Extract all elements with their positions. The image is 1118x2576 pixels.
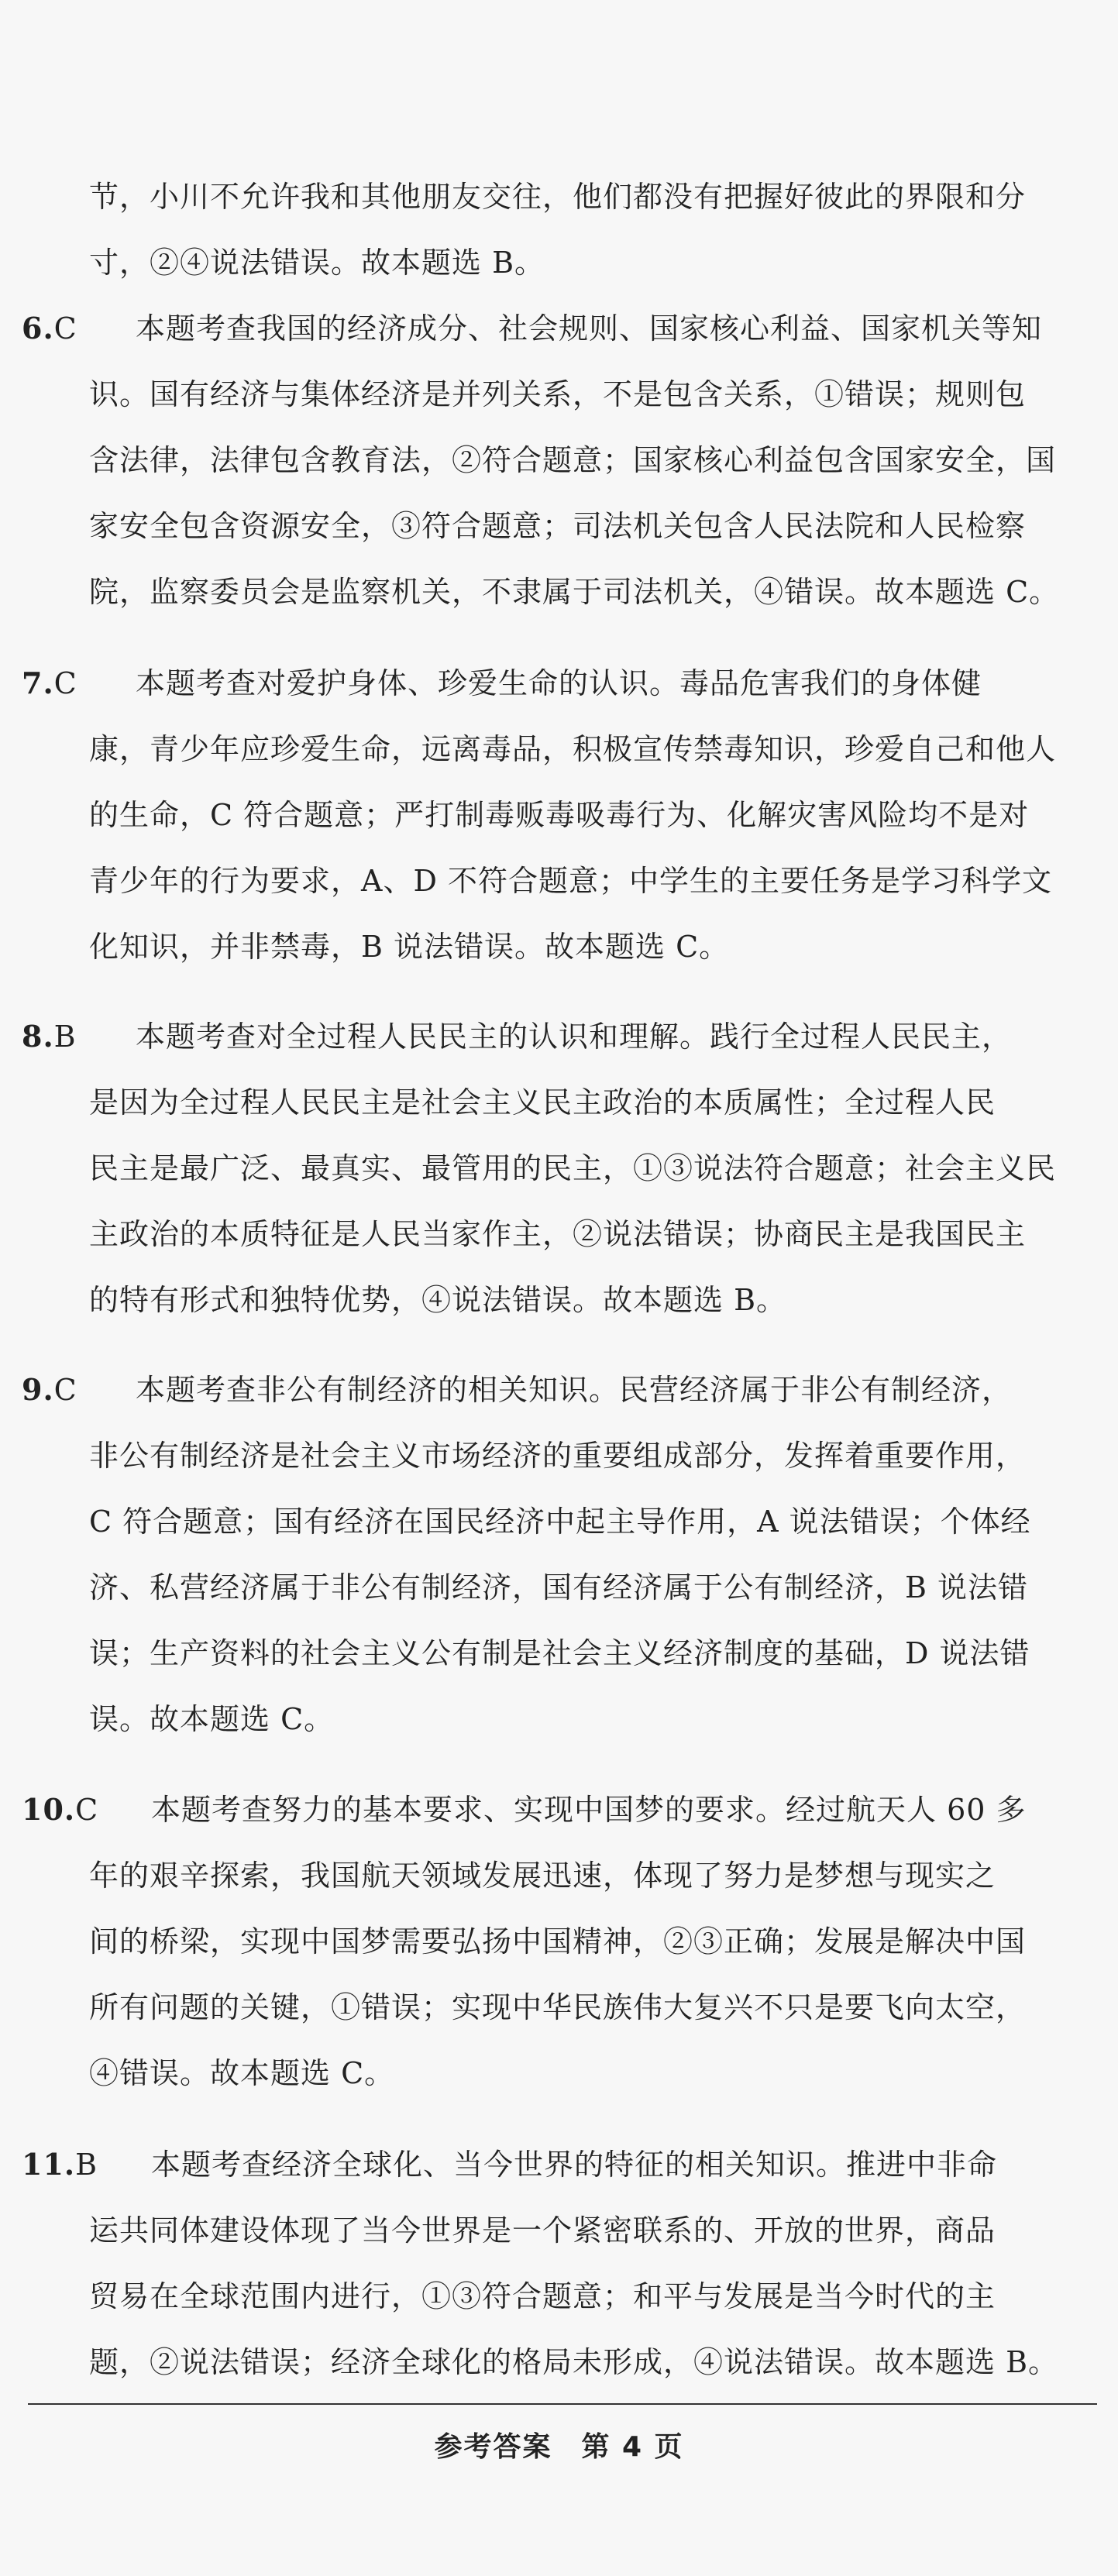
text-line: 院，监察委员会是监察机关，不隶属于司法机关，④错误。故本题选 C。: [89, 575, 1060, 609]
text-line: 化知识，并非禁毒，B 说法错误。故本题选 C。: [89, 930, 730, 964]
question-number: 6.C: [22, 311, 77, 346]
question-11: 11.B 本题考查经济全球化、当今世界的特征的相关知识。推进中非命: [22, 2147, 998, 2182]
text-line: 的特有形式和独特优势，④说法错误。故本题选 B。: [89, 1283, 787, 1317]
text-line: 运共同体建设体现了当今世界是一个紧密联系的、开放的世界，商品: [89, 2213, 996, 2248]
text-line: 年的艰辛探索，我国航天领域发展迅速，体现了努力是梦想与现实之: [89, 1859, 996, 1893]
text-line: 主政治的本质特征是人民当家作主，②说法错误；协商民主是我国民主: [89, 1217, 1027, 1251]
text-line: 青少年的行为要求，A、D 不符合题意；中学生的主要任务是学习科学文: [89, 864, 1052, 898]
question-number: 10.C: [22, 1792, 99, 1827]
answer-letter: C: [53, 1373, 77, 1407]
text-line: 济、私营经济属于非公有制经济，国有经济属于公有制经济，B 说法错: [89, 1570, 1029, 1604]
answer-letter: B: [75, 2148, 98, 2182]
text-line: 家安全包含资源安全，③符合题意；司法机关包含人民法院和人民检察: [89, 509, 1027, 543]
answer-letter: B: [53, 1020, 77, 1054]
question-9: 9.C 本题考查非公有制经济的相关知识。民营经济属于非公有制经济，: [22, 1372, 1013, 1407]
text-line: ④错误。故本题选 C。: [89, 2056, 395, 2090]
text-line: 非公有制经济是社会主义市场经济的重要组成部分，发挥着重要作用，: [89, 1439, 1027, 1473]
text-line: 康，青少年应珍爱生命，远离毒品，积极宣传禁毒知识，珍爱自己和他人: [89, 732, 1057, 766]
answer-letter: C: [53, 311, 77, 346]
text-line: 识。国有经济与集体经济是并列关系，不是包含关系，①错误；规则包: [89, 377, 1027, 411]
text-line: 所有问题的关键，①错误；实现中华民族伟大复兴不只是要飞向太空，: [89, 1990, 1027, 2024]
question-number: 9.C: [22, 1372, 77, 1407]
text-line: 含法律，法律包含教育法，②符合题意；国家核心利益包含国家安全，国: [89, 443, 1057, 477]
question-number: 11.B: [22, 2147, 98, 2182]
text-line: 贸易在全球范围内进行，①③符合题意；和平与发展是当今时代的主: [89, 2279, 996, 2313]
text-line: 民主是最广泛、最真实、最管用的民主，①③说法符合题意；社会主义民: [89, 1151, 1057, 1185]
text-line: 的生命，C 符合题意；严打制毒贩毒吸毒行为、化解灾害风险均不是对: [89, 798, 1030, 832]
text-line: 题，②说法错误；经济全球化的格局未形成，④说法错误。故本题选 B。: [89, 2345, 1059, 2379]
answer-letter: C: [75, 1793, 99, 1827]
question-8: 8.B 本题考查对全过程人民民主的认识和理解。践行全过程人民民主，: [22, 1019, 1013, 1054]
answer-letter: C: [53, 666, 77, 700]
text-line: C 符合题意；国有经济在国民经济中起主导作用，A 说法错误；个体经: [89, 1505, 1031, 1539]
page-footer: 参考答案 第 4 页: [434, 2431, 684, 2463]
text-line: 是因为全过程人民民主是社会主义民主政治的本质属性；全过程人民: [89, 1085, 996, 1119]
question-7: 7.C 本题考查对爱护身体、珍爱生命的认识。毒品危害我们的身体健: [22, 665, 982, 700]
question-10: 10.C 本题考查努力的基本要求、实现中国梦的要求。经过航天人 60 多: [22, 1792, 1027, 1827]
footer-divider: [28, 2403, 1097, 2405]
text-line: 节，小川不允许我和其他朋友交往，他们都没有把握好彼此的界限和分: [89, 180, 1027, 214]
text-line: 寸，②④说法错误。故本题选 B。: [89, 246, 545, 280]
question-number: 8.B: [22, 1019, 77, 1054]
text-line: 间的桥梁，实现中国梦需要弘扬中国精神，②③正确；发展是解决中国: [89, 1924, 1027, 1959]
question-number: 7.C: [22, 665, 77, 700]
text-line: 误。故本题选 C。: [89, 1702, 335, 1736]
text-line: 误；生产资料的社会主义公有制是社会主义经济制度的基础，D 说法错: [89, 1636, 1030, 1670]
question-6: 6.C 本题考查我国的经济成分、社会规则、国家核心利益、国家机关等知: [22, 311, 1043, 346]
